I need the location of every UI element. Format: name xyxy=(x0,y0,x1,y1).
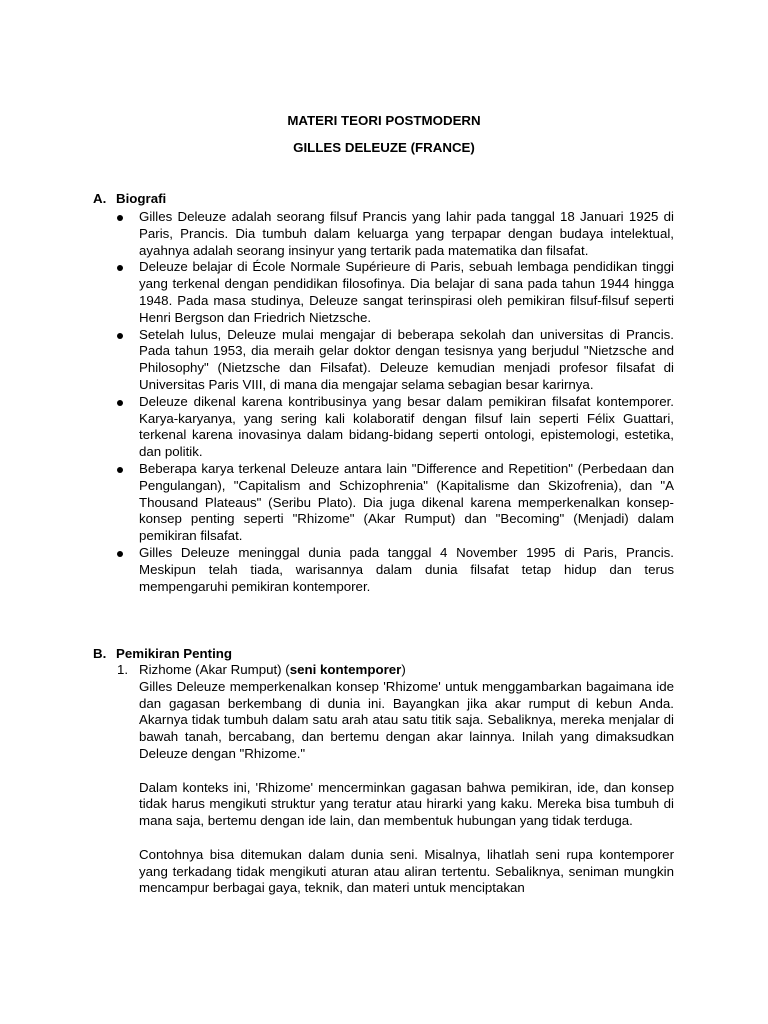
bullet-icon xyxy=(117,265,123,271)
bullet-item xyxy=(139,327,674,394)
item-paragraph: Dalam konteks ini, 'Rhizome' mencerminkan gagasan bahwa pemikiran, ide, dan konsep tidak harus mengikuti struktur yang teratur atau hirarki yang kaku. Mereka bisa tumbuh di mana saja, bertemu dengan ide lain, dan membentuk hubungan yang tidak terduga. xyxy=(139,779,674,829)
bullet-icon xyxy=(117,400,123,406)
bullet-icon xyxy=(117,467,123,473)
document-subtitle: GILLES DELEUZE (FRANCE) xyxy=(293,140,475,155)
bullet-text: Gilles Deleuze adalah seorang filsuf Prancis yang lahir pada tanggal 18 Januari 1925 di Paris, Prancis. Dia tumbuh dalam keluarga yang terpapar dengan budaya intelektual, ayahnya adalah seorang insinyur yang tertarik pada matematika dan filsafat. xyxy=(139,209,674,258)
item-paragraph: Gilles Deleuze memperkenalkan konsep 'Rhizome' untuk menggambarkan bagaimana ide dan gagasan berkembang di dunia ini. Bayangkan jika akar rumput di kebun Anda. Akarnya tidak tumbuh dalam satu arah atau satu titik saja. Sebaliknya, mereka menjalar di bawah tanah, bercabang, dan bertemu dengan akar lainnya. Inilah yang dimaksudkan Deleuze dengan "Rhizome." xyxy=(139,678,674,761)
item-title-bold: seni kontemporer xyxy=(289,662,402,677)
document-title: MATERI TEORI POSTMODERN xyxy=(287,113,481,128)
item-title-close: ) xyxy=(401,662,406,677)
bullet-item xyxy=(139,259,674,326)
bullet-item xyxy=(139,461,674,545)
bullet-text: Deleuze dikenal karena kontribusinya yang besar dalam pemikiran filsafat kontemporer. Karya-karyanya, yang sering kali kolaboratif dengan filsuf lain seperti Félix Guattari, terkenal karena inovasinya dalam bidang-bidang seperti ontologi, epistemologi, estetika, dan politik. xyxy=(139,393,674,460)
biography-bullet-list xyxy=(139,209,674,595)
section-a-letter: A. xyxy=(93,191,107,206)
item-paragraph: Contohnya bisa ditemukan dalam dunia seni. Misalnya, lihatlah seni rupa kontemporer yang terkadang tidak mengikuti aturan atau aliran tertentu. Sebaliknya, seniman mungkin mencampur berbagai gaya, teknik, dan materi untuk menciptakan xyxy=(139,846,674,896)
bullet-text: Deleuze belajar di École Normale Supérieure di Paris, sebuah lembaga pendidikan tinggi yang terkenal dengan pendidikan filosofinya. Dia belajar di sana pada tahun 1944 hingga 1948. Pada masa studinya, Deleuze sangat terinspirasi oleh pemikiran filsuf-filsuf seperti Henri Bergson dan Friedrich Nietzsche. xyxy=(139,259,674,325)
item-title-plain: Rizhome (Akar Rumput) ( xyxy=(139,662,290,677)
bullet-text: Gilles Deleuze meninggal dunia pada tanggal 4 November 1995 di Paris, Prancis. Meskipun telah tiada, warisannya dalam dunia filsafat tetap hidup dan terus mempengaruhi pemikiran kontemporer. xyxy=(139,544,674,594)
bullet-item xyxy=(139,209,674,259)
section-b-letter: B. xyxy=(93,646,107,661)
section-b-title: Pemikiran Penting xyxy=(116,646,233,661)
section-a-title: Biografi xyxy=(116,191,167,206)
bullet-item xyxy=(139,394,674,461)
bullet-item xyxy=(139,545,674,595)
section-a-heading xyxy=(93,191,166,208)
bullet-icon xyxy=(117,551,123,557)
bullet-icon xyxy=(117,215,123,221)
item-number: 1. xyxy=(117,662,129,677)
bullet-text: Beberapa karya terkenal Deleuze antara lain "Difference and Repetition" (Perbedaan dan Pengulangan), "Capitalism and Schizophrenia" (Kapitalisme dan Skizofrenia), dan "A Thousand Plateaus" (Seribu Plato). Dia juga dikenal karena memperkenalkan konsep-konsep penting seperti "Rhizome" (Akar Rumput) dan "Becoming" (Menjadi) dalam pemikiran filsafat. xyxy=(139,460,674,544)
item-title xyxy=(139,662,674,679)
section-b-heading xyxy=(93,646,232,663)
bullet-icon xyxy=(117,333,123,339)
numbered-item xyxy=(117,662,674,914)
bullet-text: Setelah lulus, Deleuze mulai mengajar di beberapa sekolah dan universitas di Prancis. Pada tahun 1953, dia meraih gelar doktor dengan tesisnya yang berjudul "Nietzsche and Philosophy" (Nietzsche dan Filsafat). Deleuze kemudian menjadi profesor filsafat di Universitas Paris VIII, di mana dia mengajar selama sebagian besar karirnya. xyxy=(139,326,674,392)
